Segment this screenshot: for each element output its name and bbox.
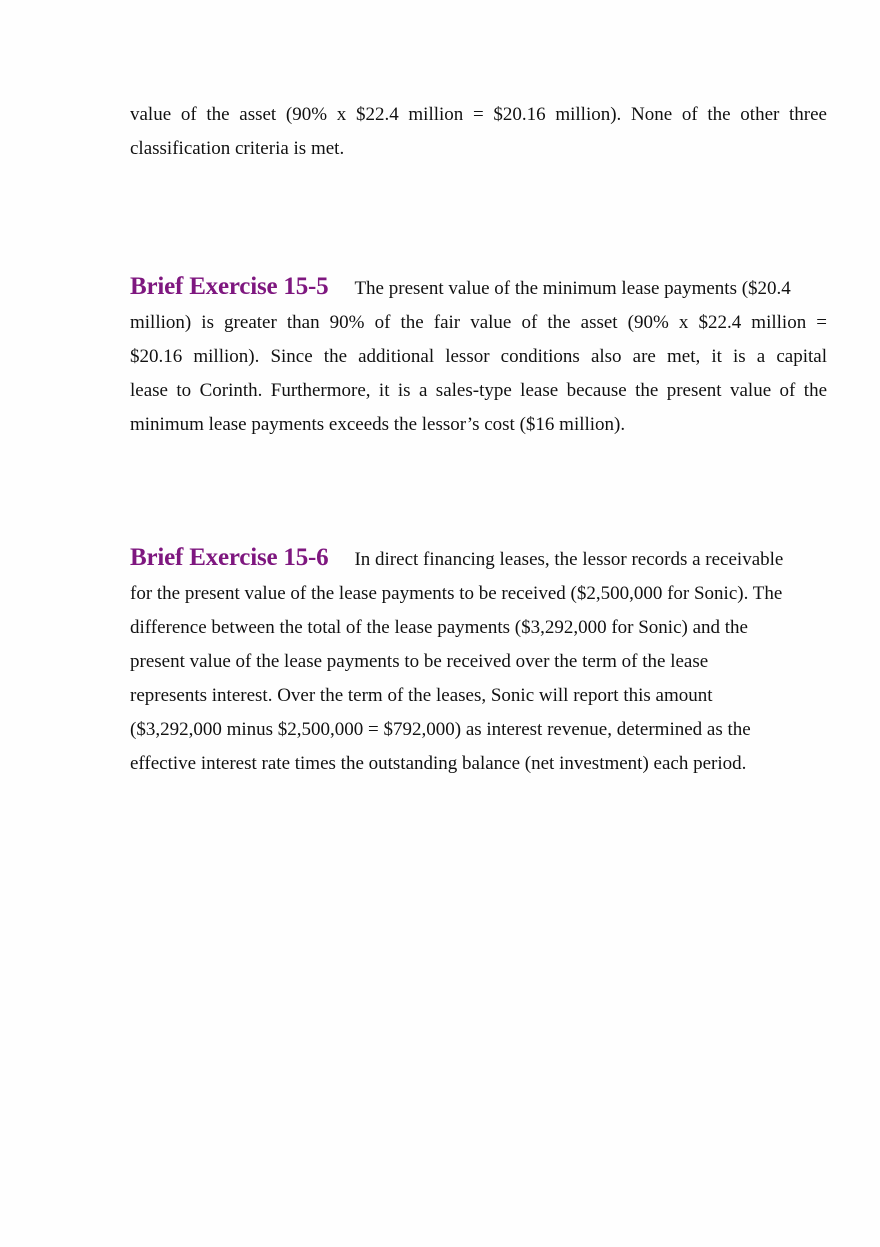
exercise-15-6-line-3: difference between the total of the lease payments ($3,292,000 for Sonic) and the: [130, 617, 748, 638]
continuation-line-1: value of the asset (90% x $22.4 million = $20.16 million). None of the other three: [130, 104, 827, 125]
exercise-15-5-first-line: [130, 270, 827, 306]
exercise-15-6-line-4: present value of the lease payments to be received over the term of the lease: [130, 651, 709, 672]
exercise-15-6-section: [130, 541, 827, 781]
exercise-15-5-section: [130, 270, 827, 442]
exercise-15-6-line-2: for the present value of the lease payments to be received ($2,500,000 for Sonic). The: [130, 583, 783, 604]
exercise-15-6-first-line: [130, 541, 827, 577]
exercise-15-5-line-5: minimum lease payments exceeds the lessor’s cost ($16 million).: [130, 414, 626, 435]
exercise-15-5-line-4: lease to Corinth. Furthermore, it is a sales-type lease because the present value of the: [130, 380, 827, 401]
continuation-paragraph: [130, 98, 827, 166]
exercise-15-5-heading: Brief Exercise 15-5: [130, 273, 329, 300]
exercise-15-6-first-line-text: In direct financing leases, the lessor records a receivable: [354, 549, 784, 570]
exercise-15-6-line-5: represents interest. Over the term of the leases, Sonic will report this amount: [130, 685, 713, 706]
exercise-15-5-line-2: million) is greater than 90% of the fair value of the asset (90% x $22.4 million =: [130, 312, 827, 333]
continuation-line-2: classification criteria is met.: [130, 138, 345, 159]
exercise-15-5-first-line-text: The present value of the minimum lease payments ($20.4: [354, 278, 791, 299]
exercise-15-6-line-6: ($3,292,000 minus $2,500,000 = $792,000) as interest revenue, determined as the: [130, 719, 751, 740]
exercise-15-5-line-3: $20.16 million). Since the additional lessor conditions also are met, it is a capital: [130, 346, 827, 367]
exercise-15-6-heading: Brief Exercise 15-6: [130, 544, 329, 571]
exercise-15-6-line-7: effective interest rate times the outstanding balance (net investment) each period.: [130, 753, 747, 774]
